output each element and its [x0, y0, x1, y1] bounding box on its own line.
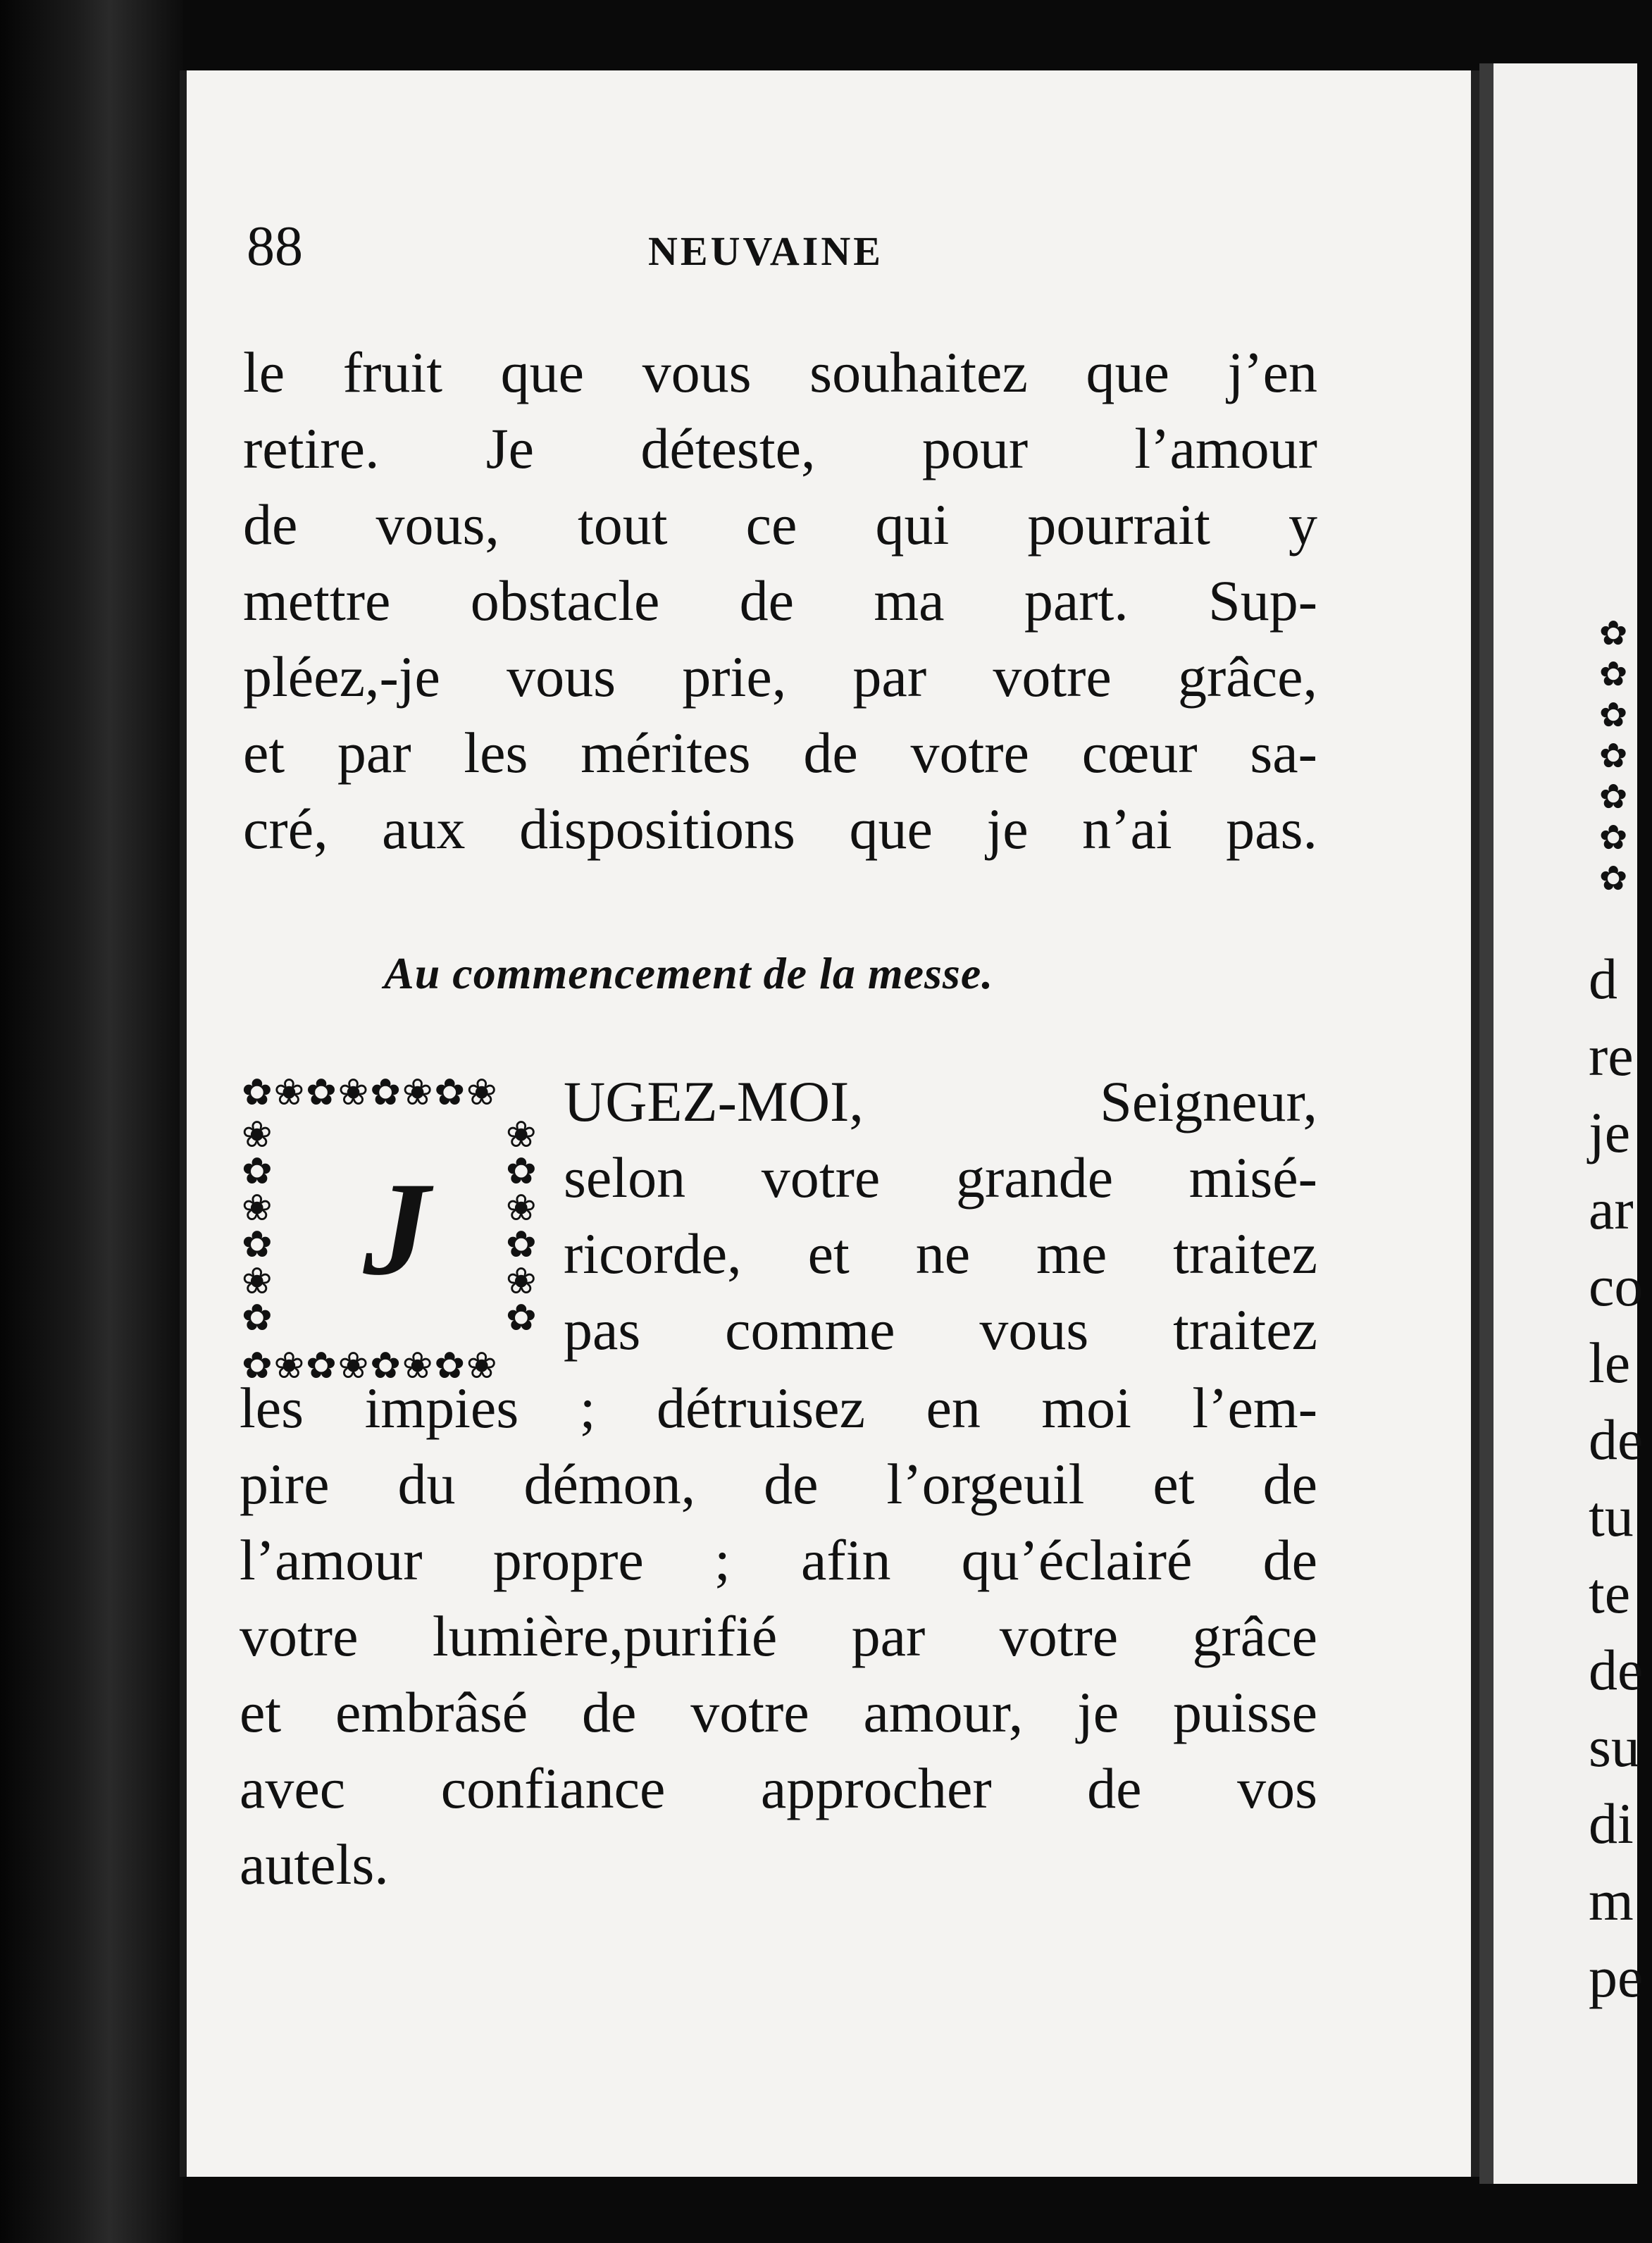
- text-line: le fruit que vous souhaitez que j’en: [243, 340, 1317, 404]
- text-line: votre lumière,purifié par votre grâce: [240, 1604, 1317, 1668]
- drop-cap-border-top: ✿❀✿❀✿❀✿❀: [242, 1071, 499, 1114]
- page-header: [247, 215, 1317, 278]
- section-heading: Au commencement de la messe.: [384, 948, 994, 998]
- next-page-fragment: ar: [1589, 1177, 1634, 1241]
- next-page-fragment: te: [1589, 1561, 1631, 1625]
- drop-cap-letter: J: [363, 1155, 430, 1303]
- paragraph-2: [240, 1370, 1317, 1903]
- next-page-fragment: de: [1589, 1408, 1644, 1472]
- text-line: cré, aux dispositions que je n’ai pas.: [243, 797, 1317, 861]
- text-line: selon votre grande misé-: [564, 1145, 1317, 1210]
- next-page-fragment: tu: [1589, 1484, 1634, 1548]
- next-page-fragment: di: [1589, 1791, 1634, 1856]
- text-line: de vous, tout ce qui pourrait y: [243, 492, 1317, 557]
- text-line: ricorde, et ne me traitez: [564, 1222, 1317, 1286]
- next-page-fragment: pe: [1589, 1945, 1644, 2009]
- text-line: et embrâsé de votre amour, je puisse: [240, 1680, 1317, 1744]
- text-line: mettre obstacle de ma part. Sup-: [243, 568, 1317, 633]
- text-line: et par les mérites de votre cœur sa-: [243, 721, 1317, 785]
- ornamental-drop-cap: [242, 1071, 552, 1387]
- next-page-fragment: re: [1589, 1024, 1634, 1088]
- next-page-fragment: de: [1589, 1638, 1644, 1702]
- book-spine: [0, 0, 183, 2243]
- drop-cap-border-right: ❀ ✿ ❀ ✿ ❀ ✿: [506, 1114, 538, 1339]
- text-line: avec confiance approcher de vos: [240, 1756, 1317, 1820]
- page-gutter: [1479, 63, 1493, 2184]
- next-page-fragment: d: [1589, 947, 1617, 1011]
- drop-cap-border-left: ❀ ✿ ❀ ✿ ❀ ✿: [242, 1114, 274, 1339]
- next-page-fragment: le: [1589, 1331, 1631, 1395]
- drop-cap-border-bottom: ✿❀✿❀✿❀✿❀: [242, 1345, 499, 1387]
- text-line: l’amour propre ; afin qu’éclairé de: [240, 1528, 1317, 1592]
- next-page-fragment: m: [1589, 1868, 1634, 1932]
- text-line: autels.: [240, 1832, 389, 1896]
- drop-cap-paragraph: [564, 1064, 1317, 1368]
- text-line: pléez,-je vous prie, par votre grâce,: [243, 645, 1317, 709]
- text-line: pas comme vous traitez: [564, 1298, 1317, 1362]
- paragraph-1: [243, 335, 1317, 867]
- next-page-fragment: co: [1589, 1254, 1644, 1318]
- text-line: pire du démon, de l’orgeuil et de: [240, 1452, 1317, 1516]
- next-page-fragment: je: [1589, 1100, 1631, 1164]
- running-head: NEUVAINE: [648, 228, 883, 274]
- next-page-fragment: su: [1589, 1715, 1640, 1779]
- page-number: 88: [247, 216, 303, 278]
- next-page-ornament: ✿ ✿ ✿ ✿ ✿ ✿ ✿: [1599, 614, 1628, 898]
- next-page-edge: [1493, 63, 1644, 2184]
- next-page-text: [1589, 940, 1652, 2015]
- text-line: les impies ; détruisez en moi l’em-: [240, 1376, 1317, 1440]
- text-line: UGEZ-MOI, Seigneur,: [564, 1069, 1317, 1133]
- text-line: retire. Je déteste, pour l’amour: [243, 416, 1317, 480]
